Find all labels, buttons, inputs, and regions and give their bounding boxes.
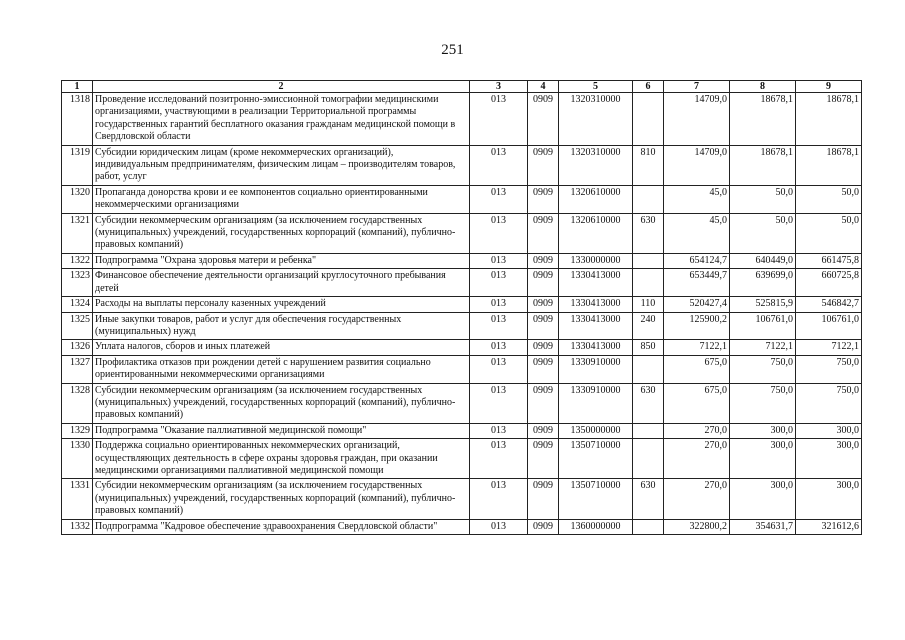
row-value-9: 106761,0 bbox=[796, 312, 862, 340]
row-description: Субсидии юридическим лицам (кроме некоммерческих организаций), индивидуальным предпринимателям, физическим лицам – производителям товаров, работ, услуг bbox=[93, 145, 470, 185]
row-code-4: 0909 bbox=[528, 269, 559, 297]
row-code-4: 0909 bbox=[528, 423, 559, 438]
col-header: 7 bbox=[664, 81, 730, 93]
row-description: Подпрограмма "Оказание паллиативной медицинской помощи" bbox=[93, 423, 470, 438]
row-code-4: 0909 bbox=[528, 253, 559, 268]
row-value-9: 300,0 bbox=[796, 439, 862, 479]
row-value-7: 322800,2 bbox=[664, 519, 730, 534]
row-value-8: 50,0 bbox=[730, 213, 796, 253]
row-value-7: 270,0 bbox=[664, 479, 730, 519]
row-value-8: 300,0 bbox=[730, 479, 796, 519]
row-code-3: 013 bbox=[470, 383, 528, 423]
row-code-5: 1320310000 bbox=[559, 145, 633, 185]
row-code-3: 013 bbox=[470, 145, 528, 185]
row-value-7: 45,0 bbox=[664, 185, 730, 213]
row-value-9: 300,0 bbox=[796, 479, 862, 519]
row-value-8: 106761,0 bbox=[730, 312, 796, 340]
row-value-7: 675,0 bbox=[664, 383, 730, 423]
row-value-8: 354631,7 bbox=[730, 519, 796, 534]
row-value-8: 18678,1 bbox=[730, 145, 796, 185]
col-header: 2 bbox=[93, 81, 470, 93]
row-code-4: 0909 bbox=[528, 340, 559, 355]
col-header: 4 bbox=[528, 81, 559, 93]
row-value-8: 18678,1 bbox=[730, 93, 796, 146]
row-value-7: 270,0 bbox=[664, 439, 730, 479]
row-code-4: 0909 bbox=[528, 145, 559, 185]
table-row bbox=[62, 213, 862, 253]
row-number: 1326 bbox=[62, 340, 93, 355]
table-row bbox=[62, 355, 862, 383]
row-number: 1331 bbox=[62, 479, 93, 519]
row-code-6 bbox=[633, 519, 664, 534]
row-value-8: 525815,9 bbox=[730, 297, 796, 312]
row-value-9: 18678,1 bbox=[796, 145, 862, 185]
row-value-7: 675,0 bbox=[664, 355, 730, 383]
row-value-9: 50,0 bbox=[796, 185, 862, 213]
row-value-9: 546842,7 bbox=[796, 297, 862, 312]
row-code-4: 0909 bbox=[528, 312, 559, 340]
row-code-3: 013 bbox=[470, 439, 528, 479]
row-code-5: 1330000000 bbox=[559, 253, 633, 268]
row-code-5: 1360000000 bbox=[559, 519, 633, 534]
row-description: Профилактика отказов при рождении детей с нарушением развития социально ориентированными некоммерческими организациями bbox=[93, 355, 470, 383]
table-row bbox=[62, 383, 862, 423]
row-description: Пропаганда донорства крови и ее компонентов социально ориентированными некоммерческими организациями bbox=[93, 185, 470, 213]
row-number: 1332 bbox=[62, 519, 93, 534]
row-value-9: 321612,6 bbox=[796, 519, 862, 534]
table-row bbox=[62, 297, 862, 312]
row-code-4: 0909 bbox=[528, 355, 559, 383]
row-value-8: 639699,0 bbox=[730, 269, 796, 297]
row-code-5: 1330413000 bbox=[559, 297, 633, 312]
row-value-9: 7122,1 bbox=[796, 340, 862, 355]
table-row bbox=[62, 269, 862, 297]
table-row bbox=[62, 185, 862, 213]
row-code-5: 1320610000 bbox=[559, 213, 633, 253]
table-row bbox=[62, 519, 862, 534]
row-code-3: 013 bbox=[470, 423, 528, 438]
col-header: 8 bbox=[730, 81, 796, 93]
row-code-4: 0909 bbox=[528, 185, 559, 213]
table-row bbox=[62, 439, 862, 479]
row-code-3: 013 bbox=[470, 269, 528, 297]
row-value-7: 125900,2 bbox=[664, 312, 730, 340]
row-value-9: 50,0 bbox=[796, 213, 862, 253]
row-code-6 bbox=[633, 439, 664, 479]
row-number: 1325 bbox=[62, 312, 93, 340]
table-row bbox=[62, 340, 862, 355]
row-value-7: 14709,0 bbox=[664, 93, 730, 146]
table-row bbox=[62, 253, 862, 268]
row-description: Иные закупки товаров, работ и услуг для обеспечения государственных (муниципальных) нужд bbox=[93, 312, 470, 340]
row-code-6: 630 bbox=[633, 383, 664, 423]
row-code-5: 1320310000 bbox=[559, 93, 633, 146]
row-value-9: 18678,1 bbox=[796, 93, 862, 146]
row-number: 1328 bbox=[62, 383, 93, 423]
row-value-7: 7122,1 bbox=[664, 340, 730, 355]
row-value-9: 660725,8 bbox=[796, 269, 862, 297]
row-description: Проведение исследований позитронно-эмиссионной томографии медицинскими организациями, участвующими в реализации Территориальной программы государственных гарантий бесплатного оказания гражданам медицинской помощи в Свердловской области bbox=[93, 93, 470, 146]
row-code-3: 013 bbox=[470, 312, 528, 340]
row-code-3: 013 bbox=[470, 253, 528, 268]
row-description: Субсидии некоммерческим организациям (за исключением государственных (муниципальных) учреждений, государственных корпораций (компаний), публично-правовых компаний) bbox=[93, 213, 470, 253]
row-code-5: 1330910000 bbox=[559, 383, 633, 423]
table-row bbox=[62, 479, 862, 519]
row-code-5: 1330910000 bbox=[559, 355, 633, 383]
row-code-4: 0909 bbox=[528, 519, 559, 534]
row-value-7: 654124,7 bbox=[664, 253, 730, 268]
row-number: 1330 bbox=[62, 439, 93, 479]
col-header: 9 bbox=[796, 81, 862, 93]
row-description: Подпрограмма "Охрана здоровья матери и ребенка" bbox=[93, 253, 470, 268]
row-number: 1323 bbox=[62, 269, 93, 297]
row-code-6: 630 bbox=[633, 213, 664, 253]
row-code-6: 810 bbox=[633, 145, 664, 185]
row-code-6 bbox=[633, 185, 664, 213]
table-row bbox=[62, 312, 862, 340]
row-code-4: 0909 bbox=[528, 93, 559, 146]
page-number: 251 bbox=[441, 42, 464, 58]
row-value-8: 300,0 bbox=[730, 439, 796, 479]
row-number: 1322 bbox=[62, 253, 93, 268]
header-row bbox=[62, 81, 862, 93]
row-code-6 bbox=[633, 269, 664, 297]
row-code-3: 013 bbox=[470, 479, 528, 519]
row-value-7: 653449,7 bbox=[664, 269, 730, 297]
row-code-4: 0909 bbox=[528, 479, 559, 519]
row-code-6: 630 bbox=[633, 479, 664, 519]
row-code-3: 013 bbox=[470, 297, 528, 312]
row-value-8: 50,0 bbox=[730, 185, 796, 213]
row-value-9: 750,0 bbox=[796, 383, 862, 423]
row-code-5: 1330413000 bbox=[559, 312, 633, 340]
row-code-6 bbox=[633, 253, 664, 268]
row-code-6: 110 bbox=[633, 297, 664, 312]
row-value-7: 45,0 bbox=[664, 213, 730, 253]
row-code-6 bbox=[633, 93, 664, 146]
row-value-8: 750,0 bbox=[730, 383, 796, 423]
col-header: 3 bbox=[470, 81, 528, 93]
row-code-4: 0909 bbox=[528, 213, 559, 253]
row-code-4: 0909 bbox=[528, 297, 559, 312]
row-code-3: 013 bbox=[470, 340, 528, 355]
row-number: 1319 bbox=[62, 145, 93, 185]
row-number: 1318 bbox=[62, 93, 93, 146]
row-code-3: 013 bbox=[470, 93, 528, 146]
row-description: Субсидии некоммерческим организациям (за исключением государственных (муниципальных) учреждений, государственных корпораций (компаний), публично-правовых компаний) bbox=[93, 479, 470, 519]
row-number: 1321 bbox=[62, 213, 93, 253]
table-row bbox=[62, 93, 862, 146]
row-code-4: 0909 bbox=[528, 383, 559, 423]
row-value-8: 300,0 bbox=[730, 423, 796, 438]
col-header: 1 bbox=[62, 81, 93, 93]
row-value-7: 14709,0 bbox=[664, 145, 730, 185]
row-code-3: 013 bbox=[470, 519, 528, 534]
row-value-9: 661475,8 bbox=[796, 253, 862, 268]
row-code-6: 850 bbox=[633, 340, 664, 355]
row-description: Расходы на выплаты персоналу казенных учреждений bbox=[93, 297, 470, 312]
row-code-5: 1350710000 bbox=[559, 479, 633, 519]
row-code-5: 1320610000 bbox=[559, 185, 633, 213]
row-code-6 bbox=[633, 355, 664, 383]
row-description: Финансовое обеспечение деятельности организаций круглосуточного пребывания детей bbox=[93, 269, 470, 297]
row-number: 1327 bbox=[62, 355, 93, 383]
row-code-4: 0909 bbox=[528, 439, 559, 479]
col-header: 5 bbox=[559, 81, 633, 93]
row-value-7: 520427,4 bbox=[664, 297, 730, 312]
row-description: Уплата налогов, сборов и иных платежей bbox=[93, 340, 470, 355]
row-code-3: 013 bbox=[470, 185, 528, 213]
row-value-8: 640449,0 bbox=[730, 253, 796, 268]
row-number: 1324 bbox=[62, 297, 93, 312]
row-code-5: 1350000000 bbox=[559, 423, 633, 438]
row-description: Поддержка социально ориентированных некоммерческих организаций, осуществляющих деятельность в сфере охраны здоровья граждан, при оказании медицинскими организациями паллиативной медицинской помощи bbox=[93, 439, 470, 479]
row-code-6 bbox=[633, 423, 664, 438]
row-code-5: 1330413000 bbox=[559, 340, 633, 355]
row-number: 1329 bbox=[62, 423, 93, 438]
col-header: 6 bbox=[633, 81, 664, 93]
row-description: Субсидии некоммерческим организациям (за исключением государственных (муниципальных) учреждений, государственных корпораций (компаний), публично-правовых компаний) bbox=[93, 383, 470, 423]
row-code-6: 240 bbox=[633, 312, 664, 340]
row-code-5: 1350710000 bbox=[559, 439, 633, 479]
row-value-7: 270,0 bbox=[664, 423, 730, 438]
row-code-3: 013 bbox=[470, 213, 528, 253]
row-value-9: 750,0 bbox=[796, 355, 862, 383]
row-value-8: 750,0 bbox=[730, 355, 796, 383]
row-number: 1320 bbox=[62, 185, 93, 213]
row-value-9: 300,0 bbox=[796, 423, 862, 438]
row-code-5: 1330413000 bbox=[559, 269, 633, 297]
table-row bbox=[62, 145, 862, 185]
budget-table bbox=[61, 80, 862, 535]
table-row bbox=[62, 423, 862, 438]
row-value-8: 7122,1 bbox=[730, 340, 796, 355]
row-code-3: 013 bbox=[470, 355, 528, 383]
row-description: Подпрограмма "Кадровое обеспечение здравоохранения Свердловской области" bbox=[93, 519, 470, 534]
